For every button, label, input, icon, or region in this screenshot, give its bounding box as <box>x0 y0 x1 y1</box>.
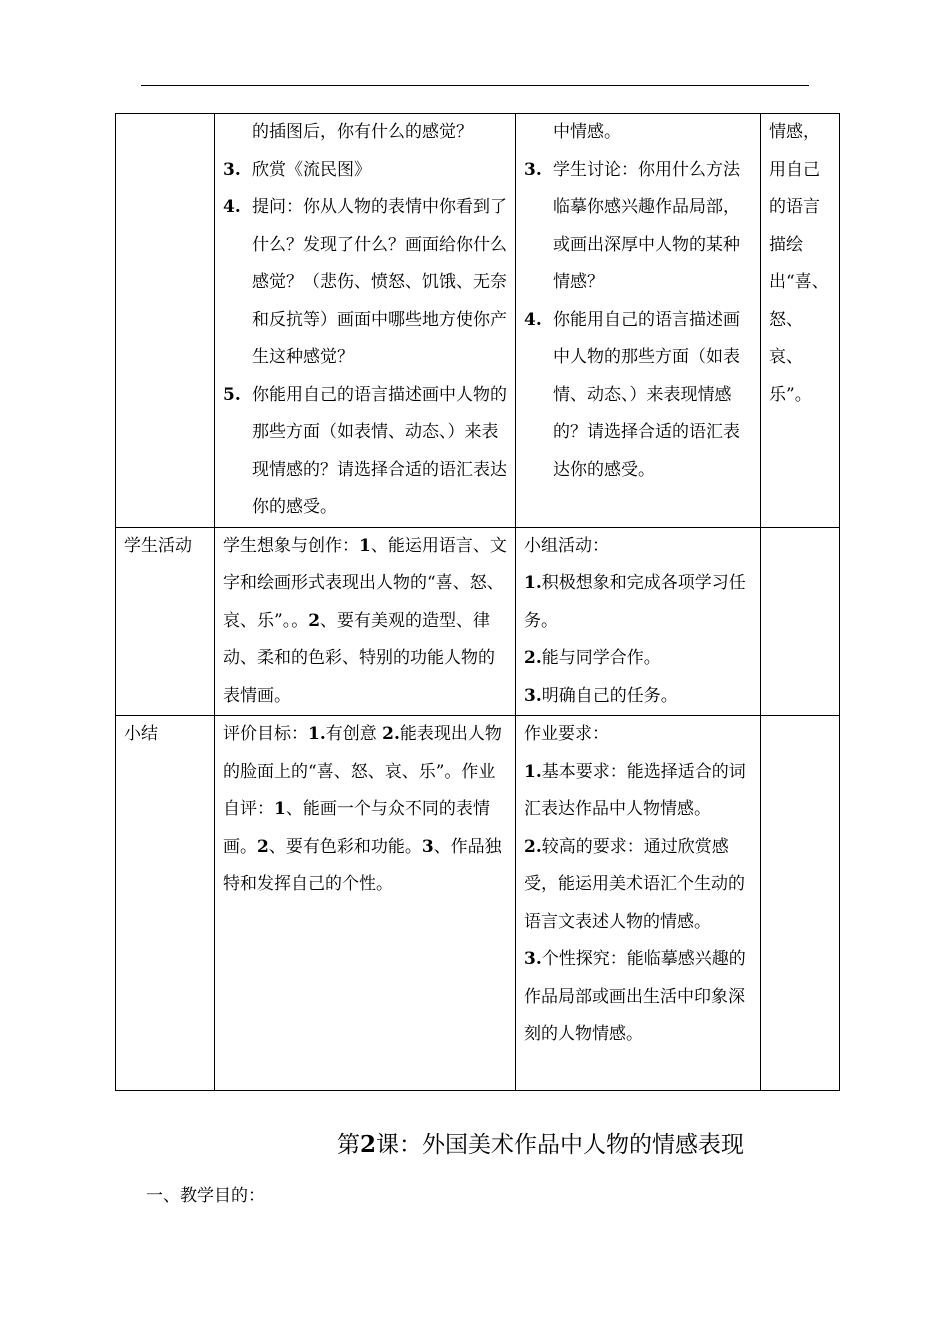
list-item: 2.较高的要求：通过欣赏感受，能运用美术语汇个生动的语言文表述人物的情感。 <box>524 836 745 932</box>
list-item: 5. 你能用自己的语言描述画中人物的那些方面（如表情、动态、）来表现情感的？请选择合适的语汇表达你的感受。 <box>223 384 507 517</box>
table-row-continued <box>116 114 840 528</box>
row-label: 小结 <box>124 724 158 744</box>
student-activity-cell <box>516 527 761 716</box>
list-item: 4. 提问：你从人物的表情中你看到了什么？发现了什么？画面给你什么感觉？（悲伤、愤怒、饥饿、无奈和反抗等）画面中哪些地方使你产生这种感觉？ <box>223 197 507 367</box>
list-item: 1.积极想象和完成各项学习任务。 <box>524 573 746 631</box>
student-activity-cell <box>516 716 761 1091</box>
list-item: 2.能与同学合作。 <box>524 648 661 668</box>
section-heading: 一、教学目的： <box>146 1186 265 1206</box>
lesson-title: 第2课：外国美术作品中人物的情感表现 <box>337 1131 745 1158</box>
row-label-cell <box>116 716 215 1091</box>
list-item: 中情感。 <box>553 122 621 142</box>
teacher-activity-cell <box>215 114 516 528</box>
goal-cell <box>761 527 840 716</box>
table-row-activity <box>116 527 840 716</box>
header-rule <box>141 85 809 86</box>
row-label-cell <box>116 527 215 716</box>
teacher-activity-cell: 学生想象与创作：1、能运用语言、文字和绘画形式表现出人物的“喜、怒、哀、乐”。。2、要有美观的造型、律动、柔和的色彩、特别的功能人物的表情画。 <box>215 527 516 716</box>
student-activity-cell <box>516 114 761 528</box>
cell-heading: 作业要求： <box>524 724 609 744</box>
goal-cell: 情感，用自己的语言描绘出“喜、怒、哀、乐”。 <box>761 114 840 528</box>
list-item: 3. 欣赏《流民图》 <box>223 159 371 180</box>
teacher-activity-cell: 评价目标：1.有创意 2.能表现出人物的脸面上的“喜、怒、哀、乐”。作业自评：1、能画一个与众不同的表情画。2、要有色彩和功能。3、作品独特和发挥自己的个性。 <box>215 716 516 1091</box>
table-row-summary <box>116 716 840 1091</box>
row-label: 学生活动 <box>124 535 192 556</box>
cell-heading: 小组活动： <box>524 535 609 556</box>
list-item: 4. 你能用自己的语言描述画中人物的那些方面（如表情、动态、）来表现情感的？请选择合适的语汇表达你的感受。 <box>524 309 740 480</box>
list-item: 的插图后，你有什么的感觉？ <box>252 122 473 142</box>
list-item: 1.基本要求：能选择适合的词汇表达作品中人物情感。 <box>524 761 746 819</box>
list-item: 3.明确自己的任务。 <box>524 685 678 706</box>
list-item: 3. 学生讨论：你用什么方法临摹你感兴趣作品局部，或画出深厚中人物的某种情感？ <box>524 159 740 292</box>
goal-cell <box>761 716 840 1091</box>
list-item: 3.个性探究：能临摹感兴趣的作品局部或画出生活中印象深刻的人物情感。 <box>524 949 746 1044</box>
lesson-plan-table <box>115 113 840 1091</box>
row-label-cell <box>116 114 215 528</box>
